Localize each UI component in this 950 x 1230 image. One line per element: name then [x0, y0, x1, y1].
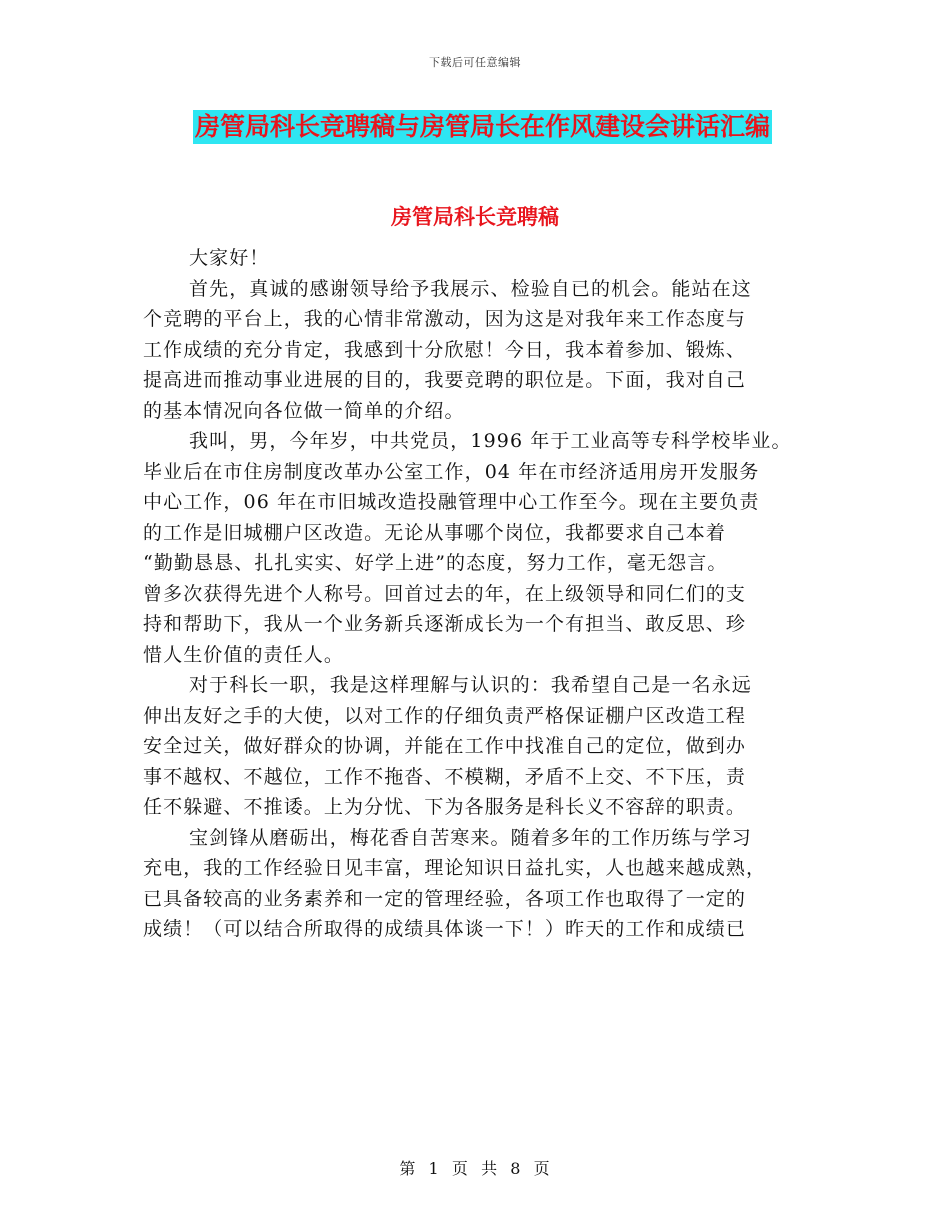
paragraph-line: 惜人生价值的责任人。: [143, 643, 345, 666]
paragraph-line: 毕业后在市住房制度改革办公室工作，04 年在市经济适用房开发服务: [143, 460, 760, 483]
paragraph-line: “勤勤恳恳、扎扎实实、好学上进”的态度，努力工作，毫无怨言。: [143, 552, 728, 574]
paragraph-line: 中心工作，06 年在市旧城改造投融管理中心工作至今。现在主要负责: [143, 491, 760, 513]
paragraph-line: 的基本情况向各位做一简单的介绍。: [143, 399, 465, 422]
section-title: 房管局科长竞聘稿: [391, 204, 559, 229]
paragraph-line: 个竞聘的平台上，我的心情非常激动，因为这是对我年来工作态度与: [143, 308, 747, 330]
body-text: [143, 243, 823, 945]
paragraph-line: 的工作是旧城棚户区改造。无论从事哪个岗位，我都要求自己本着: [143, 521, 726, 544]
paragraph-line: 事不越权、不越位，工作不拖沓、不模糊，矛盾不上交、不下压，责: [143, 765, 747, 788]
paragraph-line: 充电，我的工作经验日见丰富，理论知识日益扎实，人也越来越成熟，: [143, 857, 767, 879]
paragraph-line: 曾多次获得先进个人称号。回首过去的年，在上级领导和同仁们的支: [143, 582, 747, 605]
paragraph-line: 对于科长一职，我是这样理解与认识的：我希望自己是一名永远: [189, 674, 752, 696]
paragraph-line: 伸出友好之手的大使，以对工作的仔细负责严格保证棚户区改造工程: [143, 704, 747, 727]
paragraph-line: 我叫，男，今年岁，中共党员，1996 年于工业高等专科学校毕业。: [189, 430, 792, 452]
page-number-footer: 第 1 页 共 8 页: [399, 1159, 551, 1178]
paragraph-line: 任不躲避、不推诿。上为分忧、下为各服务是科长义不容辞的职责。: [143, 796, 747, 818]
paragraph-line: 工作成绩的充分肯定，我感到十分欣慰！今日，我本着参加、锻炼、: [143, 338, 747, 361]
paragraph-line: 成绩！（可以结合所取得的成绩具体谈一下！）昨天的工作和成绩已: [143, 918, 747, 940]
paragraph-line: 持和帮助下，我从一个业务新兵逐渐成长为一个有担当、敢反思、珍: [143, 613, 747, 635]
paragraph-line: 宝剑锋从磨砺出，梅花香自苦寒来。随着多年的工作历练与学习: [189, 826, 752, 849]
paragraph-line: 已具备较高的业务素养和一定的管理经验，各项工作也取得了一定的: [143, 887, 747, 910]
main-title-container: [193, 110, 772, 144]
download-note: 下载后可任意编辑: [429, 56, 521, 69]
paragraph-line: 安全过关，做好群众的协调，并能在工作中找准自己的定位，做到办: [143, 735, 747, 757]
paragraph-line: 首先，真诚的感谢领导给予我展示、检验自已的机会。能站在这: [189, 277, 752, 300]
main-title: 房管局科长竞聘稿与房管局长在作风建设会讲话汇编: [193, 110, 772, 144]
paragraph-line: 提高进而推动事业进展的目的，我要竞聘的职位是。下面，我对自己: [143, 369, 747, 391]
paragraph-line: 大家好！: [189, 247, 270, 269]
